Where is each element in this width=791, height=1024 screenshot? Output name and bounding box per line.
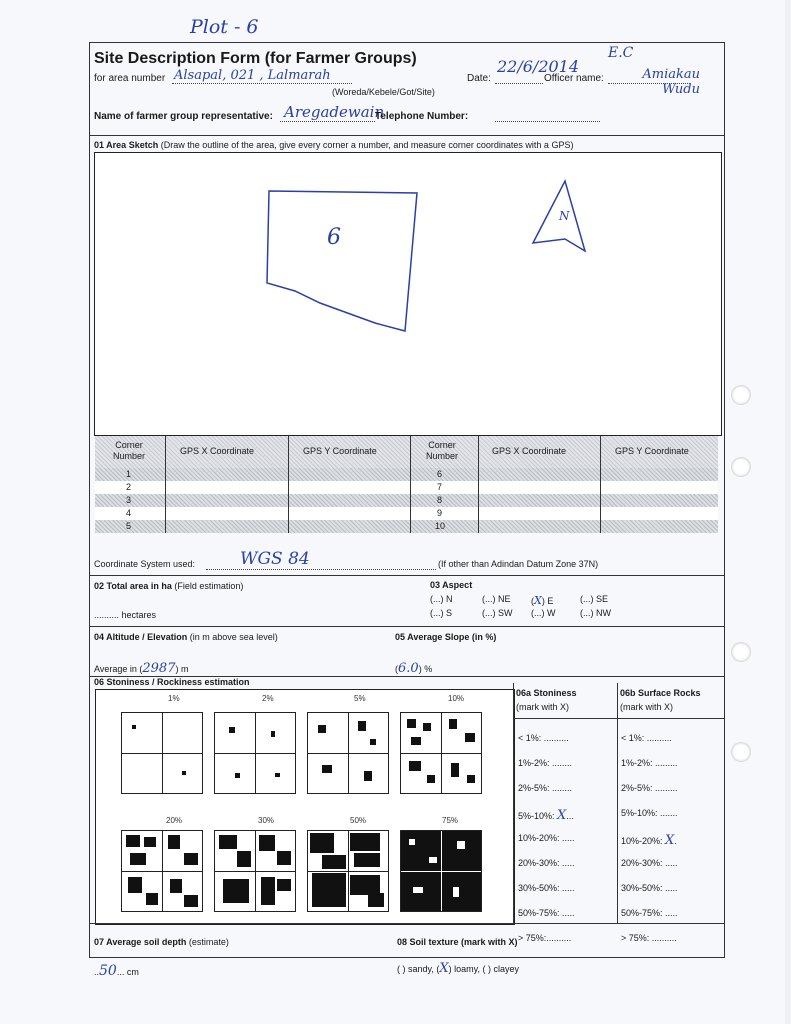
stoniness-diagram [95,689,515,925]
total-area-header: 02 Total area in ha (Field estimation) [94,581,244,591]
aspect-e: (X) E [531,594,554,607]
binder-hole [731,457,751,477]
corner-7: 7 [437,482,443,492]
pct-label: 50% [350,816,367,825]
gps-col-divider [165,436,166,533]
site-description-form [89,42,725,979]
corner-1: 1 [126,469,132,479]
stoniness-sample-30 [214,830,296,912]
gps-row [95,494,718,507]
divider [90,135,724,136]
stoniness-sample-2 [214,712,296,794]
stoniness-header: 06 Stoniness / Rockiness estimation [94,677,250,687]
soil-texture-options: ( ) sandy, (X) loamy, ( ) clayey [397,961,519,976]
divider [513,718,724,719]
date-line [495,83,543,84]
pct-label: 2% [262,694,274,703]
gps-row [95,481,718,494]
surface-rock-option: 1%-2%: ......... [621,758,678,768]
soil-depth-field: ..50... cm [94,963,139,979]
coord-system-value: WGS 84 [240,549,310,569]
surface-rock-options [621,733,678,958]
corner-number-header: Corner Number [112,440,145,461]
gps-row [95,507,718,520]
stoniness-option: 10%-20%: ..... [518,833,575,843]
coord-system-label: Coordinate System used: [94,559,196,569]
gps-row [95,468,718,481]
aspect-w: (...) W [531,608,556,618]
surface-rock-option: 5%-10%: ....... [621,808,678,818]
gps-col-divider [600,436,601,533]
slope-field: (6.0) % [395,661,433,676]
gps-col-divider [478,436,479,533]
stoniness-col-divider [617,683,618,923]
representative-value: Aregadewain [284,103,385,121]
gps-table-header [95,436,718,468]
plot-number: 6 [327,225,341,250]
stoniness-option: 2%-5%: ........ [518,783,573,793]
plot-outline-sketch [95,153,721,435]
aspect-se: (...) SE [580,594,609,604]
pct-label: 75% [442,816,459,825]
gps-col-divider [410,436,411,533]
corner-number-header-2: Corner Number [425,440,458,461]
form-title: Site Description Form (for Farmer Groups) [94,50,417,67]
date-label: Date: [467,73,491,84]
soil-depth-header: 07 Average soil depth (estimate) [94,937,229,947]
stoniness-options [518,733,575,958]
aspect-header: 03 Aspect [430,580,473,590]
coord-system-note: (If other than Adindan Datum Zone 37N) [438,559,599,569]
gps-x-header: GPS X Coordinate [180,446,255,456]
north-arrow-label: N [559,209,570,223]
stoniness-col-b-title: 06b Surface Rocks [620,688,701,698]
representative-label: Name of farmer group representative: [94,111,273,122]
binder-hole [731,385,751,405]
gps-y-header-2: GPS Y Coordinate [615,446,689,456]
area-number-hint: (Woreda/Kebele/Got/Site) [332,87,435,97]
area-number-value: Alsapal, 021 , Lalmarah [174,68,331,83]
stoniness-option: < 1%: .......... [518,733,569,743]
divider [90,575,724,576]
surface-rock-option: 50%-75%: ..... [621,908,678,918]
aspect-n: (...) N [430,594,453,604]
stoniness-option: 50%-75%: ..... [518,908,575,918]
corner-5: 5 [126,521,132,531]
representative-line [280,121,375,122]
stoniness-sample-1 [121,712,203,794]
corner-8: 8 [437,495,443,505]
surface-rock-option: 2%-5%: ......... [621,783,678,793]
coord-system-line [206,569,436,570]
total-area-field: .......... hectares [94,610,157,620]
aspect-ne: (...) NE [482,594,511,604]
stoniness-sample-75 [400,830,482,912]
altitude-header: 04 Altitude / Elevation (in m above sea level) [94,632,278,642]
binder-hole [731,742,751,762]
gps-row [95,520,718,533]
stoniness-sample-50 [307,830,389,912]
corner-2: 2 [126,482,132,492]
divider [90,626,724,627]
stoniness-col-a-sub: (mark with X) [516,702,570,712]
altitude-field: Average in (2987) m [94,661,189,676]
soil-texture-header: 08 Soil texture (mark with X) [397,937,518,947]
surface-rock-option: > 75%: .......... [621,933,677,943]
binder-hole [731,642,751,662]
pct-label: 20% [166,816,183,825]
stoniness-col-a-title: 06a Stoniness [516,688,577,698]
surface-rock-option: < 1%: .......... [621,733,672,743]
stoniness-option: 20%-30%: ..... [518,858,575,868]
area-number-label: for area number [94,73,166,84]
telephone-label: Telephone Number: [375,111,469,122]
officer-value: Amiakau Wudu [642,67,700,97]
aspect-s: (...) S [430,608,452,618]
gps-col-divider [288,436,289,533]
aspect-sw: (...) SW [482,608,513,618]
stoniness-col-divider [513,683,514,923]
pct-label: 5% [354,694,366,703]
pct-label: 10% [448,694,465,703]
pct-label: 30% [258,816,275,825]
area-sketch-header: 01 Area Sketch (Draw the outline of the area, give every corner a number, and measure corner coordinates with a GPS) [94,140,574,150]
corner-4: 4 [126,508,132,518]
stoniness-option: 5%-10%: X... [518,808,574,823]
slope-header: 05 Average Slope (in %) [395,632,497,642]
stoniness-option: 30%-50%: ..... [518,883,575,893]
surface-rock-option: 10%-20%: X. [621,833,677,848]
officer-label: Officer name: [544,73,604,84]
area-sketch-box [94,152,722,436]
plot-note: Plot - 6 [190,16,259,38]
stoniness-sample-10 [400,712,482,794]
gps-x-header-2: GPS X Coordinate [492,446,567,456]
pct-label: 1% [168,694,180,703]
surface-rock-option: 20%-30%: ..... [621,858,678,868]
stoniness-option: 1%-2%: ........ [518,758,573,768]
corner-3: 3 [126,495,132,505]
date-suffix: E.C [608,45,634,61]
gps-y-header: GPS Y Coordinate [303,446,377,456]
corner-10: 10 [435,521,446,531]
stoniness-col-b-sub: (mark with X) [620,702,674,712]
aspect-nw: (...) NW [580,608,611,618]
stoniness-sample-20 [121,830,203,912]
divider [90,923,724,924]
date-value: 22/6/2014 [497,57,580,76]
stoniness-sample-5 [307,712,389,794]
telephone-line [495,121,600,122]
corner-9: 9 [437,508,443,518]
corner-6: 6 [437,469,443,479]
surface-rock-option: 30%-50%: ..... [621,883,678,893]
stoniness-option: > 75%:.......... [518,933,572,943]
area-number-line [172,83,352,84]
